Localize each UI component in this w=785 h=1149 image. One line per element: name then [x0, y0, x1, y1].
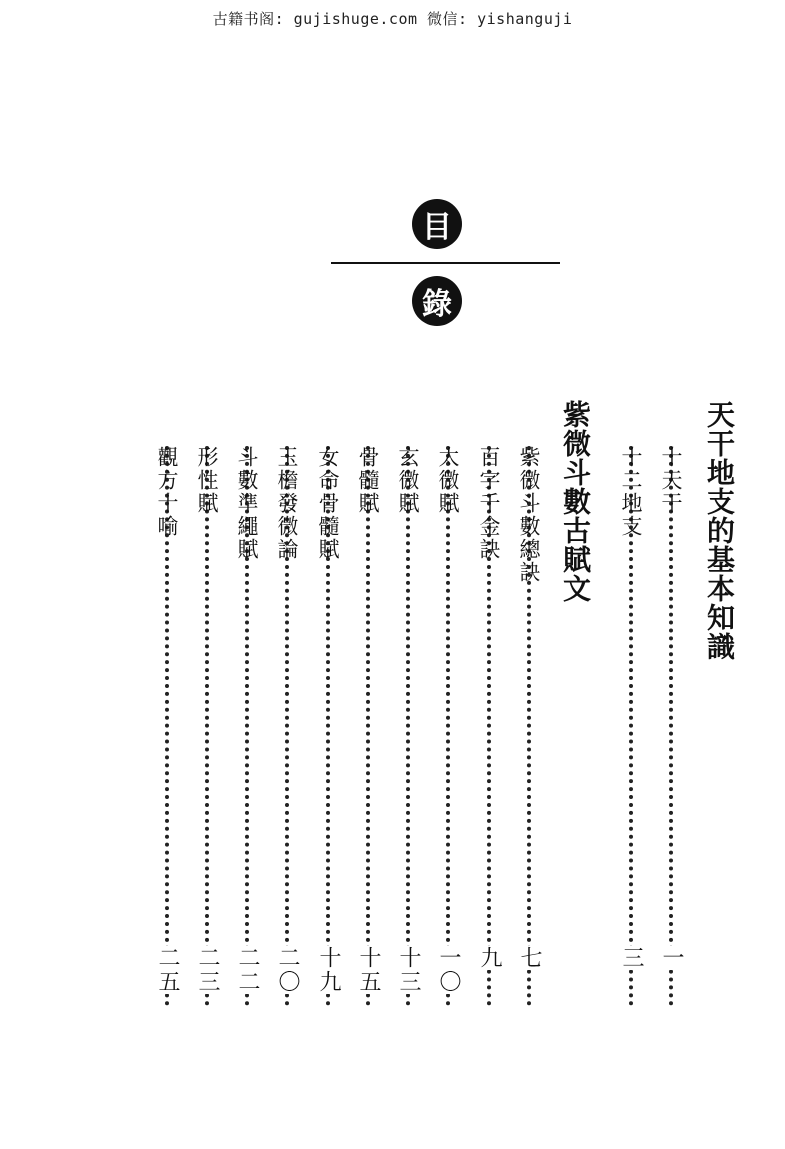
toc-entry[interactable] [232, 446, 262, 1006]
section-title-ziwei-doushu: 紫微斗數古賦文 [559, 400, 592, 603]
entry-title: 十天干 [659, 446, 683, 515]
entry-title: 斗數準繩賦 [235, 446, 259, 561]
dot-leader [643, 446, 673, 1006]
toc-entry[interactable] [616, 446, 646, 1006]
title-char-mu: 目 [412, 199, 462, 249]
entry-title: 玄微賦 [396, 446, 420, 515]
entry-page: 十五 [353, 946, 383, 994]
section-title-tiangan-dizhi: 天干地支的基本知識 [703, 400, 736, 661]
toc-entry[interactable] [433, 446, 463, 1006]
entry-title: 女命骨髓賦 [316, 446, 340, 561]
toc-entry[interactable] [393, 446, 423, 1006]
entry-title: 觀方十喻 [155, 446, 179, 538]
toc-entry[interactable] [152, 446, 182, 1006]
title-char-lu: 錄 [412, 276, 462, 326]
entry-title: 形性賦 [195, 446, 219, 515]
entry-title: 骨髓賦 [356, 446, 380, 515]
entry-page: 二二 [232, 946, 262, 994]
entry-page: 十九 [313, 946, 343, 994]
toc-entry[interactable] [656, 446, 686, 1006]
toc-entry[interactable] [474, 446, 504, 1006]
dot-leader [340, 446, 370, 1006]
watermark-header: 古籍书阁: gujishuge.com 微信: yishanguji [212, 10, 573, 28]
toc-entry[interactable] [313, 446, 343, 1006]
entry-page: 一〇 [433, 946, 463, 994]
entry-page: 九 [474, 946, 504, 970]
dot-leader [179, 446, 209, 1006]
entry-page: 十三 [393, 946, 423, 994]
dot-leader [380, 446, 410, 1006]
entry-page: 二三 [192, 946, 222, 994]
entry-page: 一 [656, 946, 686, 970]
entry-page: 二五 [152, 946, 182, 994]
entry-title: 太微賦 [436, 446, 460, 515]
toc-entry[interactable] [192, 446, 222, 1006]
entry-title: 十二地支 [619, 446, 643, 538]
toc-entry[interactable] [353, 446, 383, 1006]
dot-leader [420, 446, 450, 1006]
entry-page: 二〇 [272, 946, 302, 994]
entry-title: 玉檐發微論 [275, 446, 299, 561]
toc-entry[interactable] [272, 446, 302, 1006]
entry-title: 紫微斗數總訣 [517, 446, 541, 584]
entry-title: 百字千金訣 [477, 446, 501, 561]
toc-entry[interactable] [514, 446, 544, 1006]
title-divider [331, 262, 560, 264]
entry-page: 七 [514, 946, 544, 970]
entry-page: 三 [616, 946, 646, 970]
